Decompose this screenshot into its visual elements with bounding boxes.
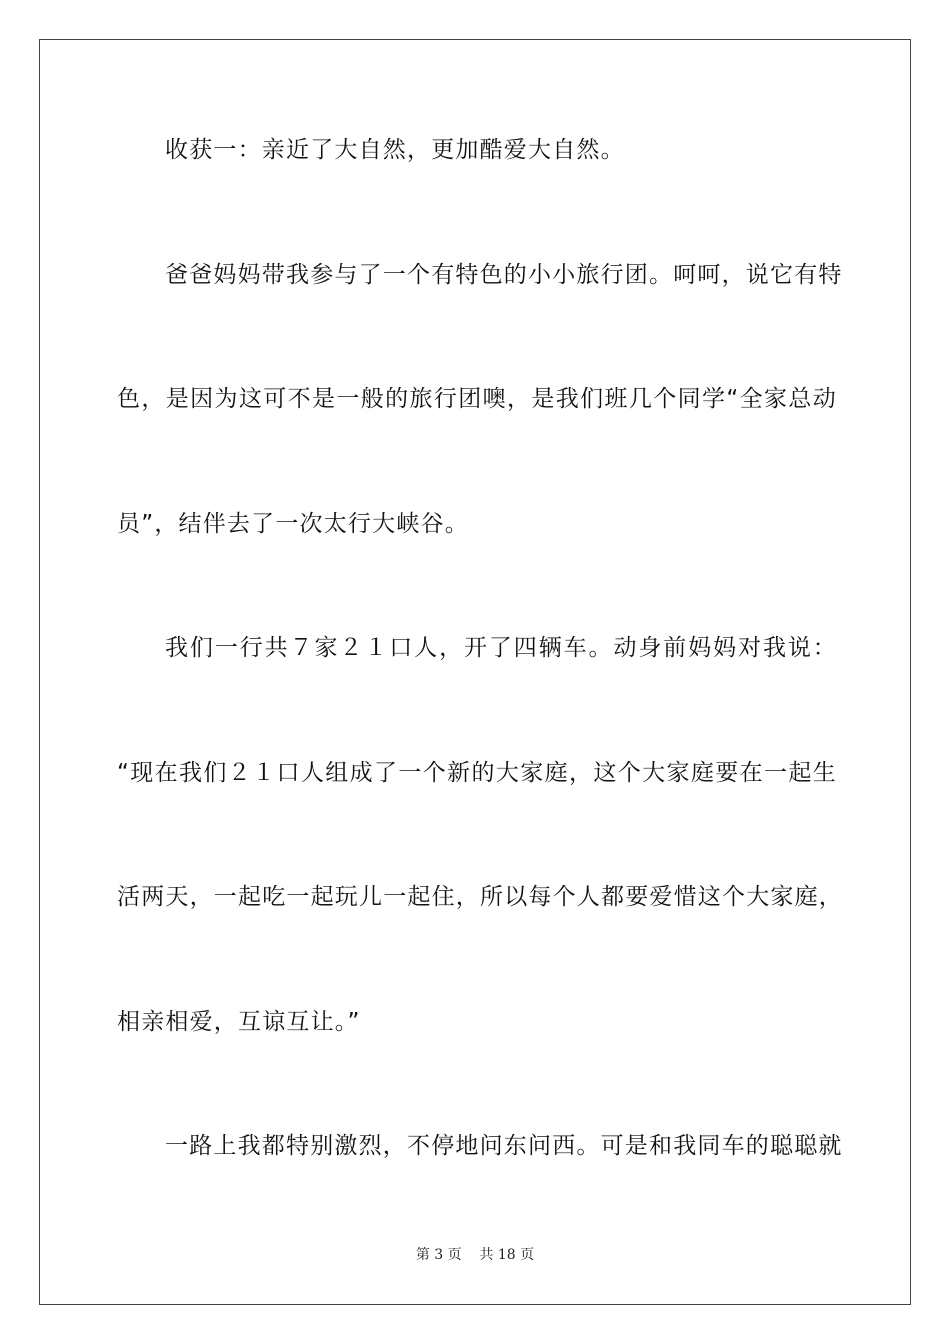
page-border xyxy=(39,39,911,1305)
paragraph-line: 一路上我都特别激烈，不停地问东问西。可是和我同车的聪聪就 xyxy=(165,1133,843,1159)
paragraph-line: 相亲相爱，互谅互让。” xyxy=(117,1009,361,1035)
paragraph-line: “现在我们２１口人组成了一个新的大家庭，这个大家庭要在一起生 xyxy=(117,760,837,786)
paragraph-line: 色，是因为这可不是一般的旅行团噢，是我们班几个同学“全家总动 xyxy=(117,386,837,412)
paragraph-line: 员”，结伴去了一次太行大峡谷。 xyxy=(117,511,469,537)
paragraph-line: 爸爸妈妈带我参与了一个有特色的小小旅行团。呵呵，说它有特 xyxy=(165,262,843,288)
paragraph-line: 我们一行共７家２１口人，开了四辆车。动身前妈妈对我说： xyxy=(165,635,837,661)
paragraph-line: 活两天，一起吃一起玩儿一起住，所以每个人都要爱惜这个大家庭， xyxy=(117,884,843,910)
paragraph-line: 收获一：亲近了大自然，更加酷爱大自然。 xyxy=(165,137,625,163)
page-number-footer: 第 3 页 共 18 页 xyxy=(415,1247,535,1263)
